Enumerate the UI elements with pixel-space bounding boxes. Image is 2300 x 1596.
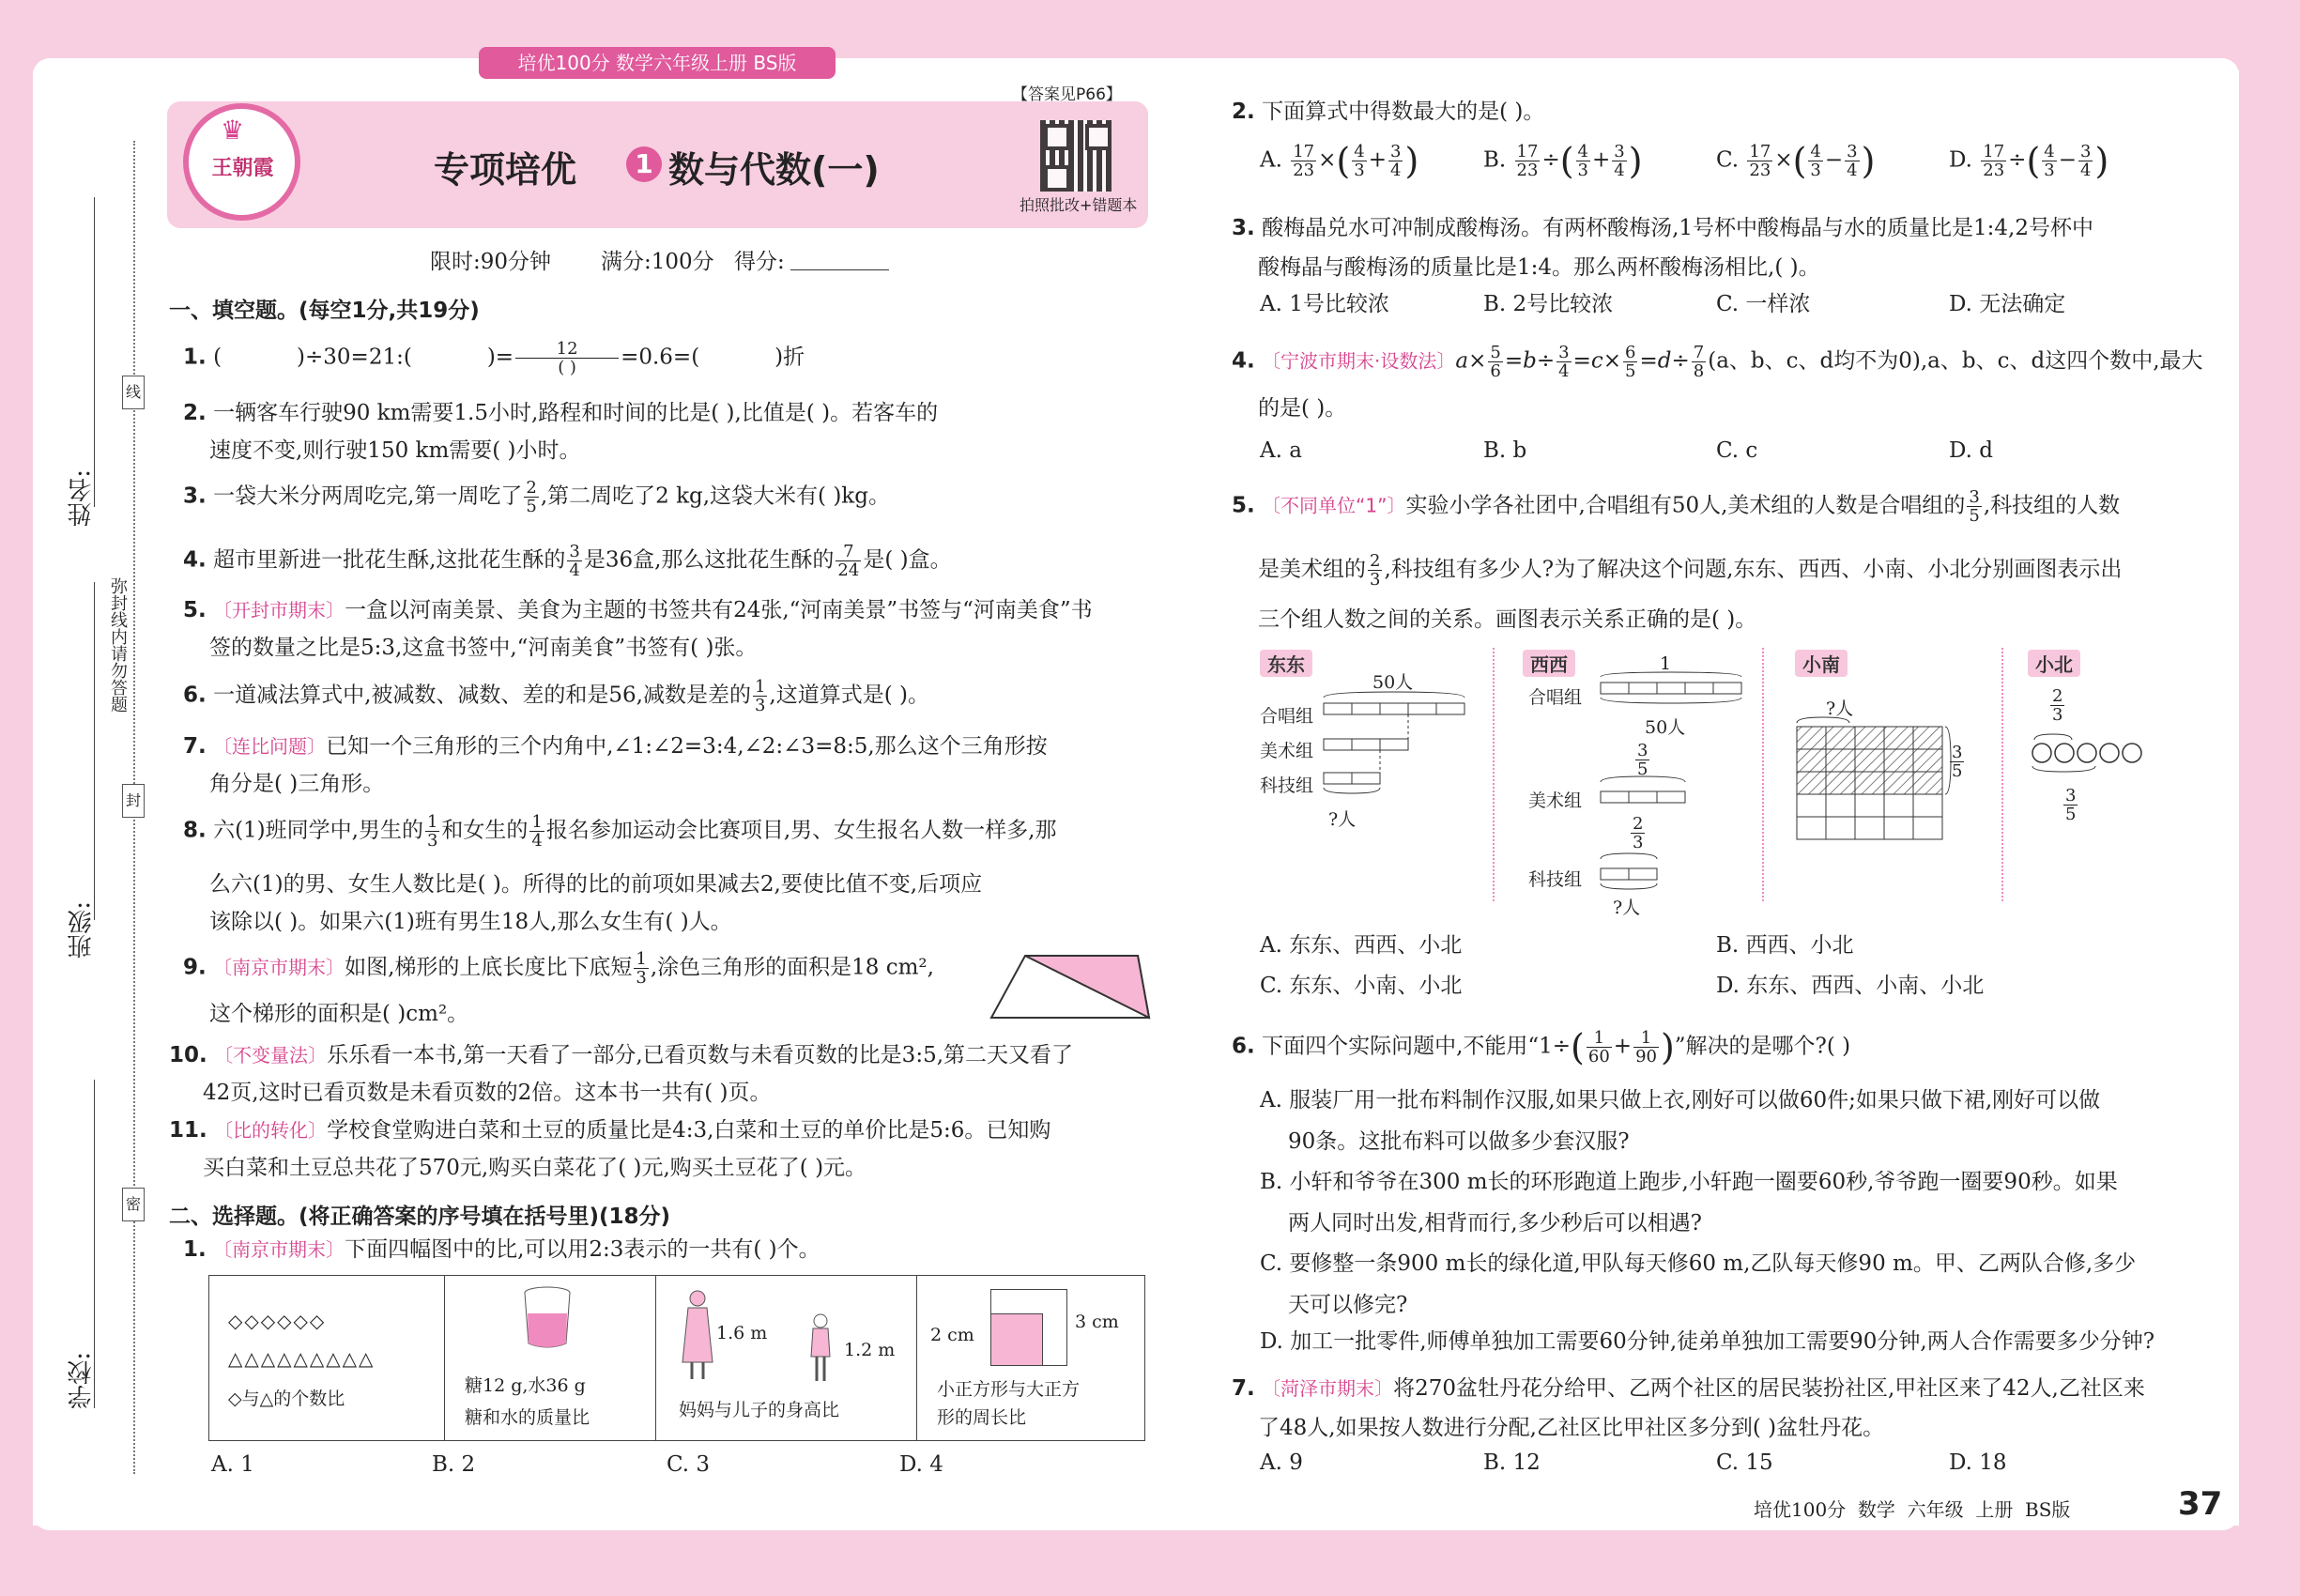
binding-note: 弥封线内请勿答题: [105, 577, 130, 713]
s2-q2-opt-d[interactable]: D. $\frac{17}{23}$ ÷( $\frac{4}{3}$ − $\frac{3}{4}$ ): [1949, 140, 2109, 182]
title-number-badge: 1: [626, 146, 662, 182]
xb-frac-top: $\frac{2}{3}$: [2052, 686, 2063, 725]
xx-frac-b: $\frac{2}{3}$: [1633, 814, 1644, 852]
page-title-left: 专项培优: [434, 149, 577, 191]
small-square: [990, 1313, 1043, 1366]
xx-bar-diagram: [1596, 671, 1746, 897]
dd-top-label: 50人: [1372, 672, 1414, 693]
s1-q8-line2: 么六(1)的男、女生人数比是( )。所得的比的前项如果减去2,要使比值不变,后项应 该除以( )。如果六(1)班有男生18人,那么女生有( )人。: [209, 872, 983, 934]
s1-q8: 8. 六(1)班同学中,男生的 $\frac{1}{3}$ 和女生的 $\frac{1}{4}$ 报名参加运动会比赛项目,男、女生报名人数一样多,那: [183, 812, 1057, 851]
s2-q6-opt-c[interactable]: C. 要修整一条900 m长的绿化道,甲队每天修60 m,乙队每天修90 m。甲、乙两队合修,多少 天可以修完?: [1260, 1251, 2137, 1317]
cell2-line2: 糖和水的质量比: [465, 1407, 590, 1428]
class-label: 班级:: [68, 901, 96, 959]
page-frame-bottom: [0, 1526, 2300, 1596]
xb-circles-diagram: [2030, 732, 2170, 789]
son-icon: [806, 1313, 835, 1383]
xn-grid-diagram: [1795, 712, 1955, 843]
diagram-dongdong-title: 东东: [1260, 650, 1312, 677]
dd-row3-label: 科技组: [1260, 775, 1314, 796]
s2-q3-opt-d[interactable]: D. 无法确定: [1949, 292, 2066, 316]
s2-q7-opt-a[interactable]: A. 9: [1260, 1450, 1303, 1475]
school-label: 学校:: [68, 1352, 96, 1409]
diagram-xiaonan-title: 小南: [1795, 650, 1848, 677]
cell4-line1: 小正方形与大正方: [937, 1379, 1081, 1400]
s2-q5-line2: 是美术组的 $\frac{2}{3}$ ,科技组有多少人?为了解决这个问题,东东、西西、小南、小北分别画图表示出: [1258, 551, 2123, 590]
s2-q5-opt-d[interactable]: D. 东东、西西、小南、小北: [1716, 974, 1985, 998]
xx-row3-label: 科技组: [1528, 869, 1583, 890]
diagram-xixi-title: 西西: [1523, 650, 1575, 677]
s1-q10: 10. 〔不变量法〕乐乐看一本书,第一天看了一部分,已看页数与未看页数的比是3:5,第二天又看了 42页,这时已看页数是未看页数的2倍。这本书一共有( )页。: [169, 1043, 1074, 1105]
s1-q1: 1. ( )÷30=21:( )= $\frac{12}{( )}$ =0.6=( )折: [183, 339, 805, 377]
s2-q1-opt-c[interactable]: C. 3: [667, 1452, 711, 1477]
dd-question: ?人: [1328, 809, 1357, 830]
top-banner: 培优100分 数学六年级上册 BS版: [479, 47, 836, 79]
s2-q4: 4. 〔宁波市期末·设数法〕a× $\frac{5}{6}$ =b÷ $\frac{3}{4}$ =c× $\frac{6}{5}$ =d÷ $\frac{7}{8}$ (a、b、c、d均不为0),a、b、c、d这四个数中,最大: [1232, 343, 2203, 381]
crown-icon: ♛: [221, 115, 245, 146]
answer-ref: 【答案见P66】: [1012, 85, 1122, 104]
s2-q2-opt-b[interactable]: B. $\frac{17}{23}$ ÷( $\frac{4}{3}$ + $\frac{3}{4}$ ): [1483, 140, 1643, 182]
s2-q4-line2: 的是( )。: [1258, 396, 1347, 421]
s2-q4-opt-b[interactable]: B. b: [1483, 438, 1527, 463]
s1-q9: 9. 〔南京市期末〕如图,梯形的上底长度比下底短 $\frac{1}{3}$ ,涂色三角形的面积是18 cm²,: [183, 949, 934, 988]
s1-q9-line2: 这个梯形的面积是( )cm²。: [209, 1002, 469, 1026]
school-line: [94, 1080, 95, 1408]
shaded-triangle: [1025, 956, 1149, 1018]
line-mark: 线: [122, 376, 145, 409]
s2-q7-opt-b[interactable]: B. 12: [1483, 1450, 1541, 1475]
q5-divider-2: [1762, 648, 1764, 901]
cell4-small-side: 2 cm: [930, 1325, 974, 1345]
s1-q3: 3. 一袋大米分两周吃完,第一周吃了 $\frac{2}{5}$ ,第二周吃了2 kg,这袋大米有( )kg。: [183, 478, 890, 516]
xx-bottom-label: 50人: [1645, 717, 1686, 738]
s2-q4-opt-c[interactable]: C. c: [1716, 438, 1758, 463]
seal-mark: 封: [122, 784, 145, 818]
s2-q6: 6. 下面四个实际问题中,不能用“1÷( $\frac{1}{60}$ + $\frac{1}{90}$ )”解决的是哪个?( ): [1232, 1026, 1851, 1068]
name-line: [94, 197, 95, 507]
s2-q2: 2. 下面算式中得数最大的是( )。: [1232, 100, 1545, 124]
class-line: [94, 582, 95, 920]
s2-q1-figure-table: [208, 1275, 1145, 1441]
score-blank[interactable]: [790, 269, 889, 270]
s2-q5-opt-c[interactable]: C. 东东、小南、小北: [1260, 974, 1463, 998]
s1-q11: 11. 〔比的转化〕学校食堂购进白菜和土豆的质量比是4:3,白菜和土豆的单价比是5:6。已知购 买白菜和土豆总共花了570元,购买白菜花了( )元,购买土豆花了( )元。: [169, 1118, 1051, 1180]
s2-q6-opt-d[interactable]: D. 加工一批零件,师傅单独加工需要60分钟,徒弟单独加工需要90分钟,两人合作需要多少分钟?: [1260, 1329, 2155, 1354]
s1-q2: 2. 一辆客车行驶90 km需要1.5小时,路程和时间的比是( ),比值是( )。若客车的 速度不变,则行驶150 km需要( )小时。: [183, 401, 939, 463]
s2-q1-opt-d[interactable]: D. 4: [899, 1452, 943, 1477]
s2-q4-opt-a[interactable]: A. a: [1260, 438, 1302, 463]
xn-question: ?人: [1826, 698, 1854, 719]
s1-q7: 7. 〔连比问题〕已知一个三角形的三个内角中,∠1:∠2=3:4,∠2:∠3=8:5,那么这个三角形按 角分是( )三角形。: [183, 734, 1048, 796]
xx-top-label: 1: [1660, 653, 1672, 674]
qr-code-icon[interactable]: [1040, 120, 1112, 192]
page-number: 37: [2178, 1485, 2223, 1523]
cup-icon: [519, 1285, 575, 1351]
s2-q5-line3: 三个组人数之间的关系。画图表示关系正确的是( )。: [1258, 607, 1757, 632]
s2-q3-opt-c[interactable]: C. 一样浓: [1716, 292, 1811, 316]
s1-q4: 4. 超市里新进一批花生酥,这批花生酥的 $\frac{3}{4}$ 是36盒,那么这批花生酥的 $\frac{7}{24}$ 是( )盒。: [183, 542, 952, 580]
qr-caption: 拍照批改+错题本: [1020, 196, 1138, 214]
dd-row1-label: 合唱组: [1260, 706, 1314, 727]
xx-question: ?人: [1613, 898, 1641, 918]
s2-q1: 1. 〔南京市期末〕下面四幅图中的比,可以用2:3表示的一共有( )个。: [183, 1237, 820, 1262]
s2-q1-opt-b[interactable]: B. 2: [432, 1452, 476, 1477]
cell2-line1: 糖12 g,水36 g: [465, 1375, 586, 1396]
section2-title: 二、选择题。(将正确答案的序号填在括号里)(18分): [169, 1205, 671, 1229]
s2-q3: 3. 酸梅晶兑水可冲制成酸梅汤。有两杯酸梅汤,1号杯中酸梅晶与水的质量比是1:4,2号杯中 酸梅晶与酸梅汤的质量比是1:4。那么两杯酸梅汤相比,( )。: [1232, 216, 2093, 280]
footer-text: 培优100分 数学 六年级 上册 BS版: [1754, 1498, 2071, 1521]
cell3-caption: 妈妈与儿子的身高比: [679, 1400, 840, 1420]
dd-bar-diagram: [1319, 690, 1469, 807]
s2-q5: 5. 〔不同单位“1”〕实验小学各社团中,合唱组有50人,美术组的人数是合唱组的 $\frac{3}{5}$ ,科技组的人数: [1232, 487, 2121, 526]
trapezoid-figure: [988, 950, 1152, 1023]
s2-q2-opt-c[interactable]: C. $\frac{17}{23}$ ×( $\frac{4}{3}$ − $\frac{3}{4}$ ): [1716, 140, 1876, 182]
logo: [183, 103, 300, 221]
s2-q6-opt-b[interactable]: B. 小轩和爷爷在300 m长的环形跑道上跑步,小轩跑一圈要60秒,爷爷跑一圈要90秒。如果 两人同时出发,相背而行,多少秒后可以相遇?: [1260, 1170, 2118, 1235]
page-frame-left: [0, 0, 33, 1596]
cell1-diamonds: ◇◇◇◇◇◇: [228, 1310, 327, 1332]
q5-divider-3: [2001, 648, 2003, 901]
cell1-caption: ◇与△的个数比: [228, 1389, 345, 1409]
xb-frac-bottom: $\frac{3}{5}$: [2065, 786, 2077, 824]
s1-q5: 5. 〔开封市期末〕一盒以河南美景、美食为主题的书签共有24张,“河南美景”书签与“河南美食”书 签的数量之比是5:3,这盒书签中,“河南美食”书签有( )张。: [183, 598, 1093, 660]
xx-frac-a: $\frac{3}{5}$: [1637, 741, 1648, 779]
s2-q3-opt-a[interactable]: A. 1号比较浓: [1260, 292, 1389, 316]
page-frame-right: [2239, 0, 2300, 1596]
s2-q7: 7. 〔菏泽市期末〕将270盆牡丹花分给甲、乙两个社区的居民装扮社区,甲社区来了42人,乙社区来 了48人,如果按人数进行分配,乙社区比甲社区多分到( )盆牡丹花。: [1232, 1376, 2145, 1440]
time-limit: 限时:90分钟: [430, 250, 552, 274]
page-title-right: 数与代数(一): [668, 149, 880, 191]
s2-q6-opt-a[interactable]: A. 服装厂用一批布料制作汉服,如果只做上衣,刚好可以做60件;如果只做下裙,刚好可以做 90条。这批布料可以做多少套汉服?: [1260, 1088, 2101, 1154]
s2-q7-opt-c[interactable]: C. 15: [1716, 1450, 1773, 1475]
son-height: 1.2 m: [844, 1340, 896, 1360]
seal2-mark: 密: [122, 1188, 145, 1221]
q5-divider-1: [1493, 648, 1495, 901]
s2-q7-opt-d[interactable]: D. 18: [1949, 1450, 2007, 1475]
mother-icon: [679, 1289, 716, 1383]
diagram-xiaobei-title: 小北: [2028, 650, 2080, 677]
xx-row1-label: 合唱组: [1528, 687, 1583, 708]
cell1-triangles: △△△△△△△△△: [228, 1347, 376, 1370]
xx-row2-label: 美术组: [1528, 790, 1583, 811]
section1-title: 一、填空题。(每空1分,共19分): [169, 299, 480, 323]
cell4-big-side: 3 cm: [1075, 1312, 1119, 1332]
s2-q3-opt-b[interactable]: B. 2号比较浓: [1483, 292, 1614, 316]
s1-q6: 6. 一道减法算式中,被减数、减数、差的和是56,减数是差的 $\frac{1}{3}$ ,这道算式是( )。: [183, 677, 929, 715]
mother-height: 1.6 m: [716, 1323, 768, 1343]
score-label: 得分:: [734, 250, 785, 274]
cell4-line2: 形的周长比: [937, 1407, 1027, 1428]
s2-q1-opt-a[interactable]: A. 1: [211, 1452, 254, 1477]
xn-frac: $\frac{3}{5}$: [1952, 743, 1963, 781]
logo-text: 王朝霞: [211, 157, 274, 180]
dd-row2-label: 美术组: [1260, 741, 1314, 761]
s2-q5-opt-b[interactable]: B. 西西、小北: [1716, 933, 1854, 958]
s2-q4-opt-d[interactable]: D. d: [1949, 438, 1993, 463]
full-score: 满分:100分: [601, 250, 714, 274]
s2-q5-opt-a[interactable]: A. 东东、西西、小北: [1260, 933, 1463, 958]
s2-q2-opt-a[interactable]: A. $\frac{17}{23}$ ×( $\frac{4}{3}$ + $\frac{3}{4}$ ): [1260, 140, 1419, 182]
name-label: 姓名:: [68, 469, 96, 527]
